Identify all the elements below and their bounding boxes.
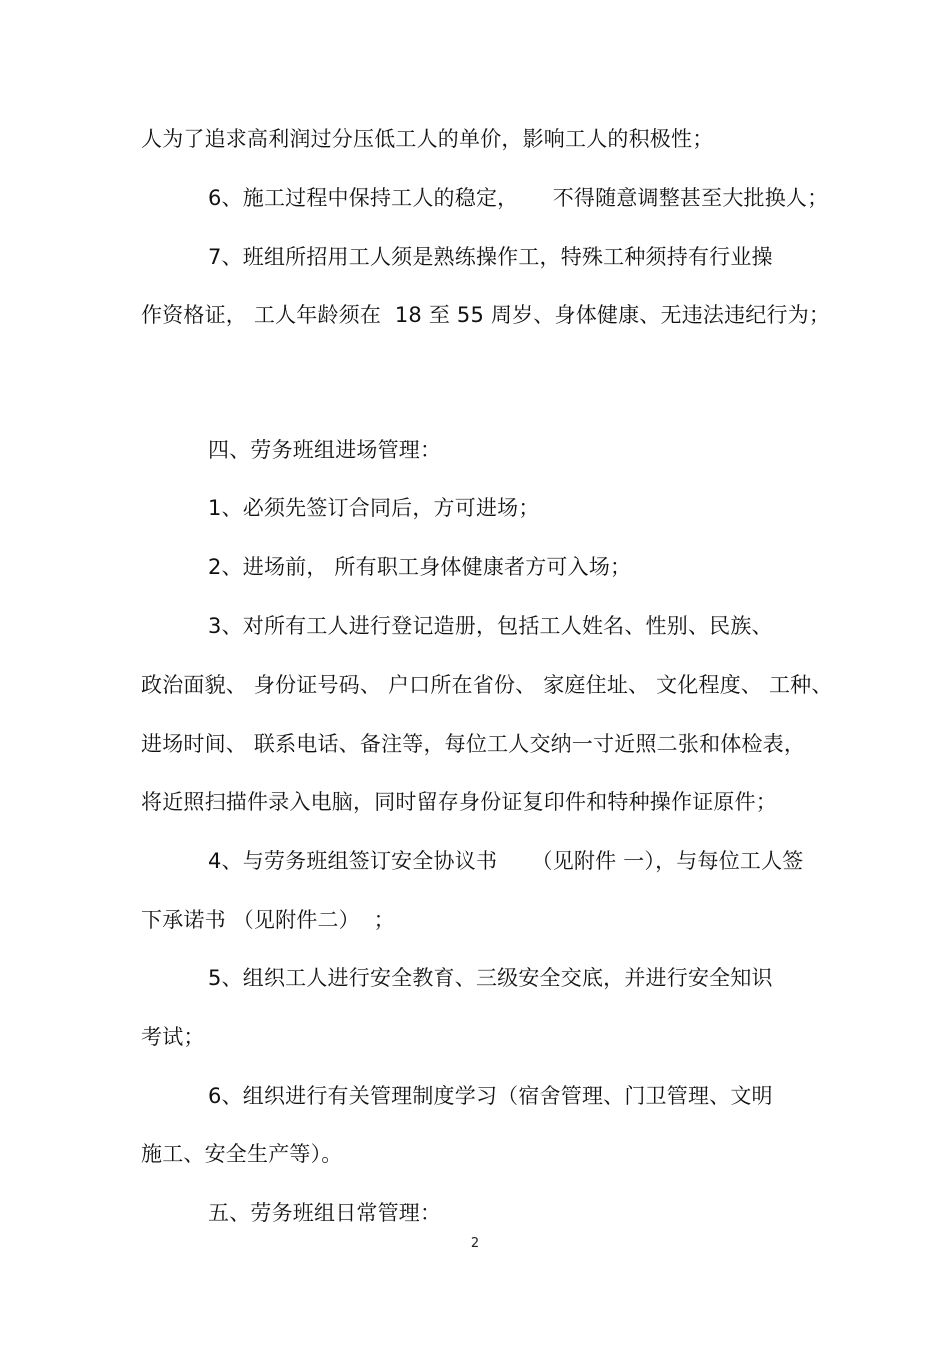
paragraph-line: 进场时间、 联系电话、备注等，每位工人交纳一寸近照二张和体检表， xyxy=(141,732,806,756)
paragraph-line: 4、与劳务班组签订安全协议书 （见附件 一），与每位工人签 xyxy=(208,849,804,873)
paragraph-line: 5、组织工人进行安全教育、三级安全交底，并进行安全知识 xyxy=(208,966,773,990)
paragraph-line: 6、组织进行有关管理制度学习（宿舍管理、门卫管理、文明 xyxy=(208,1084,773,1108)
paragraph-line: 考试； xyxy=(141,1025,205,1049)
paragraph-line: 政治面貌、 身份证号码、 户口所在省份、 家庭住址、 文化程度、 工种、 xyxy=(141,673,833,697)
page-number: 2 xyxy=(470,1236,480,1251)
paragraph-line: 1、必须先签订合同后，方可进场； xyxy=(208,496,540,520)
paragraph-line: 人为了追求高利润过分压低工人的单价，影响工人的积极性； xyxy=(141,127,714,151)
section-heading: 五、劳务班组日常管理： xyxy=(208,1201,442,1225)
section-heading: 四、劳务班组进场管理： xyxy=(208,438,442,462)
paragraph-line: 施工、安全生产等）。 xyxy=(141,1142,343,1166)
paragraph-line: 6、施工过程中保持工人的稳定， 不得随意调整甚至大批换人； xyxy=(208,186,829,210)
paragraph-line: 2、进场前， 所有职工身体健康者方可入场； xyxy=(208,555,632,579)
paragraph-line: 将近照扫描件录入电脑，同时留存身份证复印件和特种操作证原件； xyxy=(141,790,777,814)
paragraph-line: 作资格证， 工人年龄须在 18 至 55 周岁、身体健康、无违法违纪行为； xyxy=(141,303,831,327)
paragraph-line: 下承诺书 （见附件二） ； xyxy=(141,908,395,932)
paragraph-line: 3、对所有工人进行登记造册，包括工人姓名、性别、民族、 xyxy=(208,614,773,638)
paragraph-line: 7、班组所招用工人须是熟练操作工，特殊工种须持有行业操 xyxy=(208,245,773,269)
